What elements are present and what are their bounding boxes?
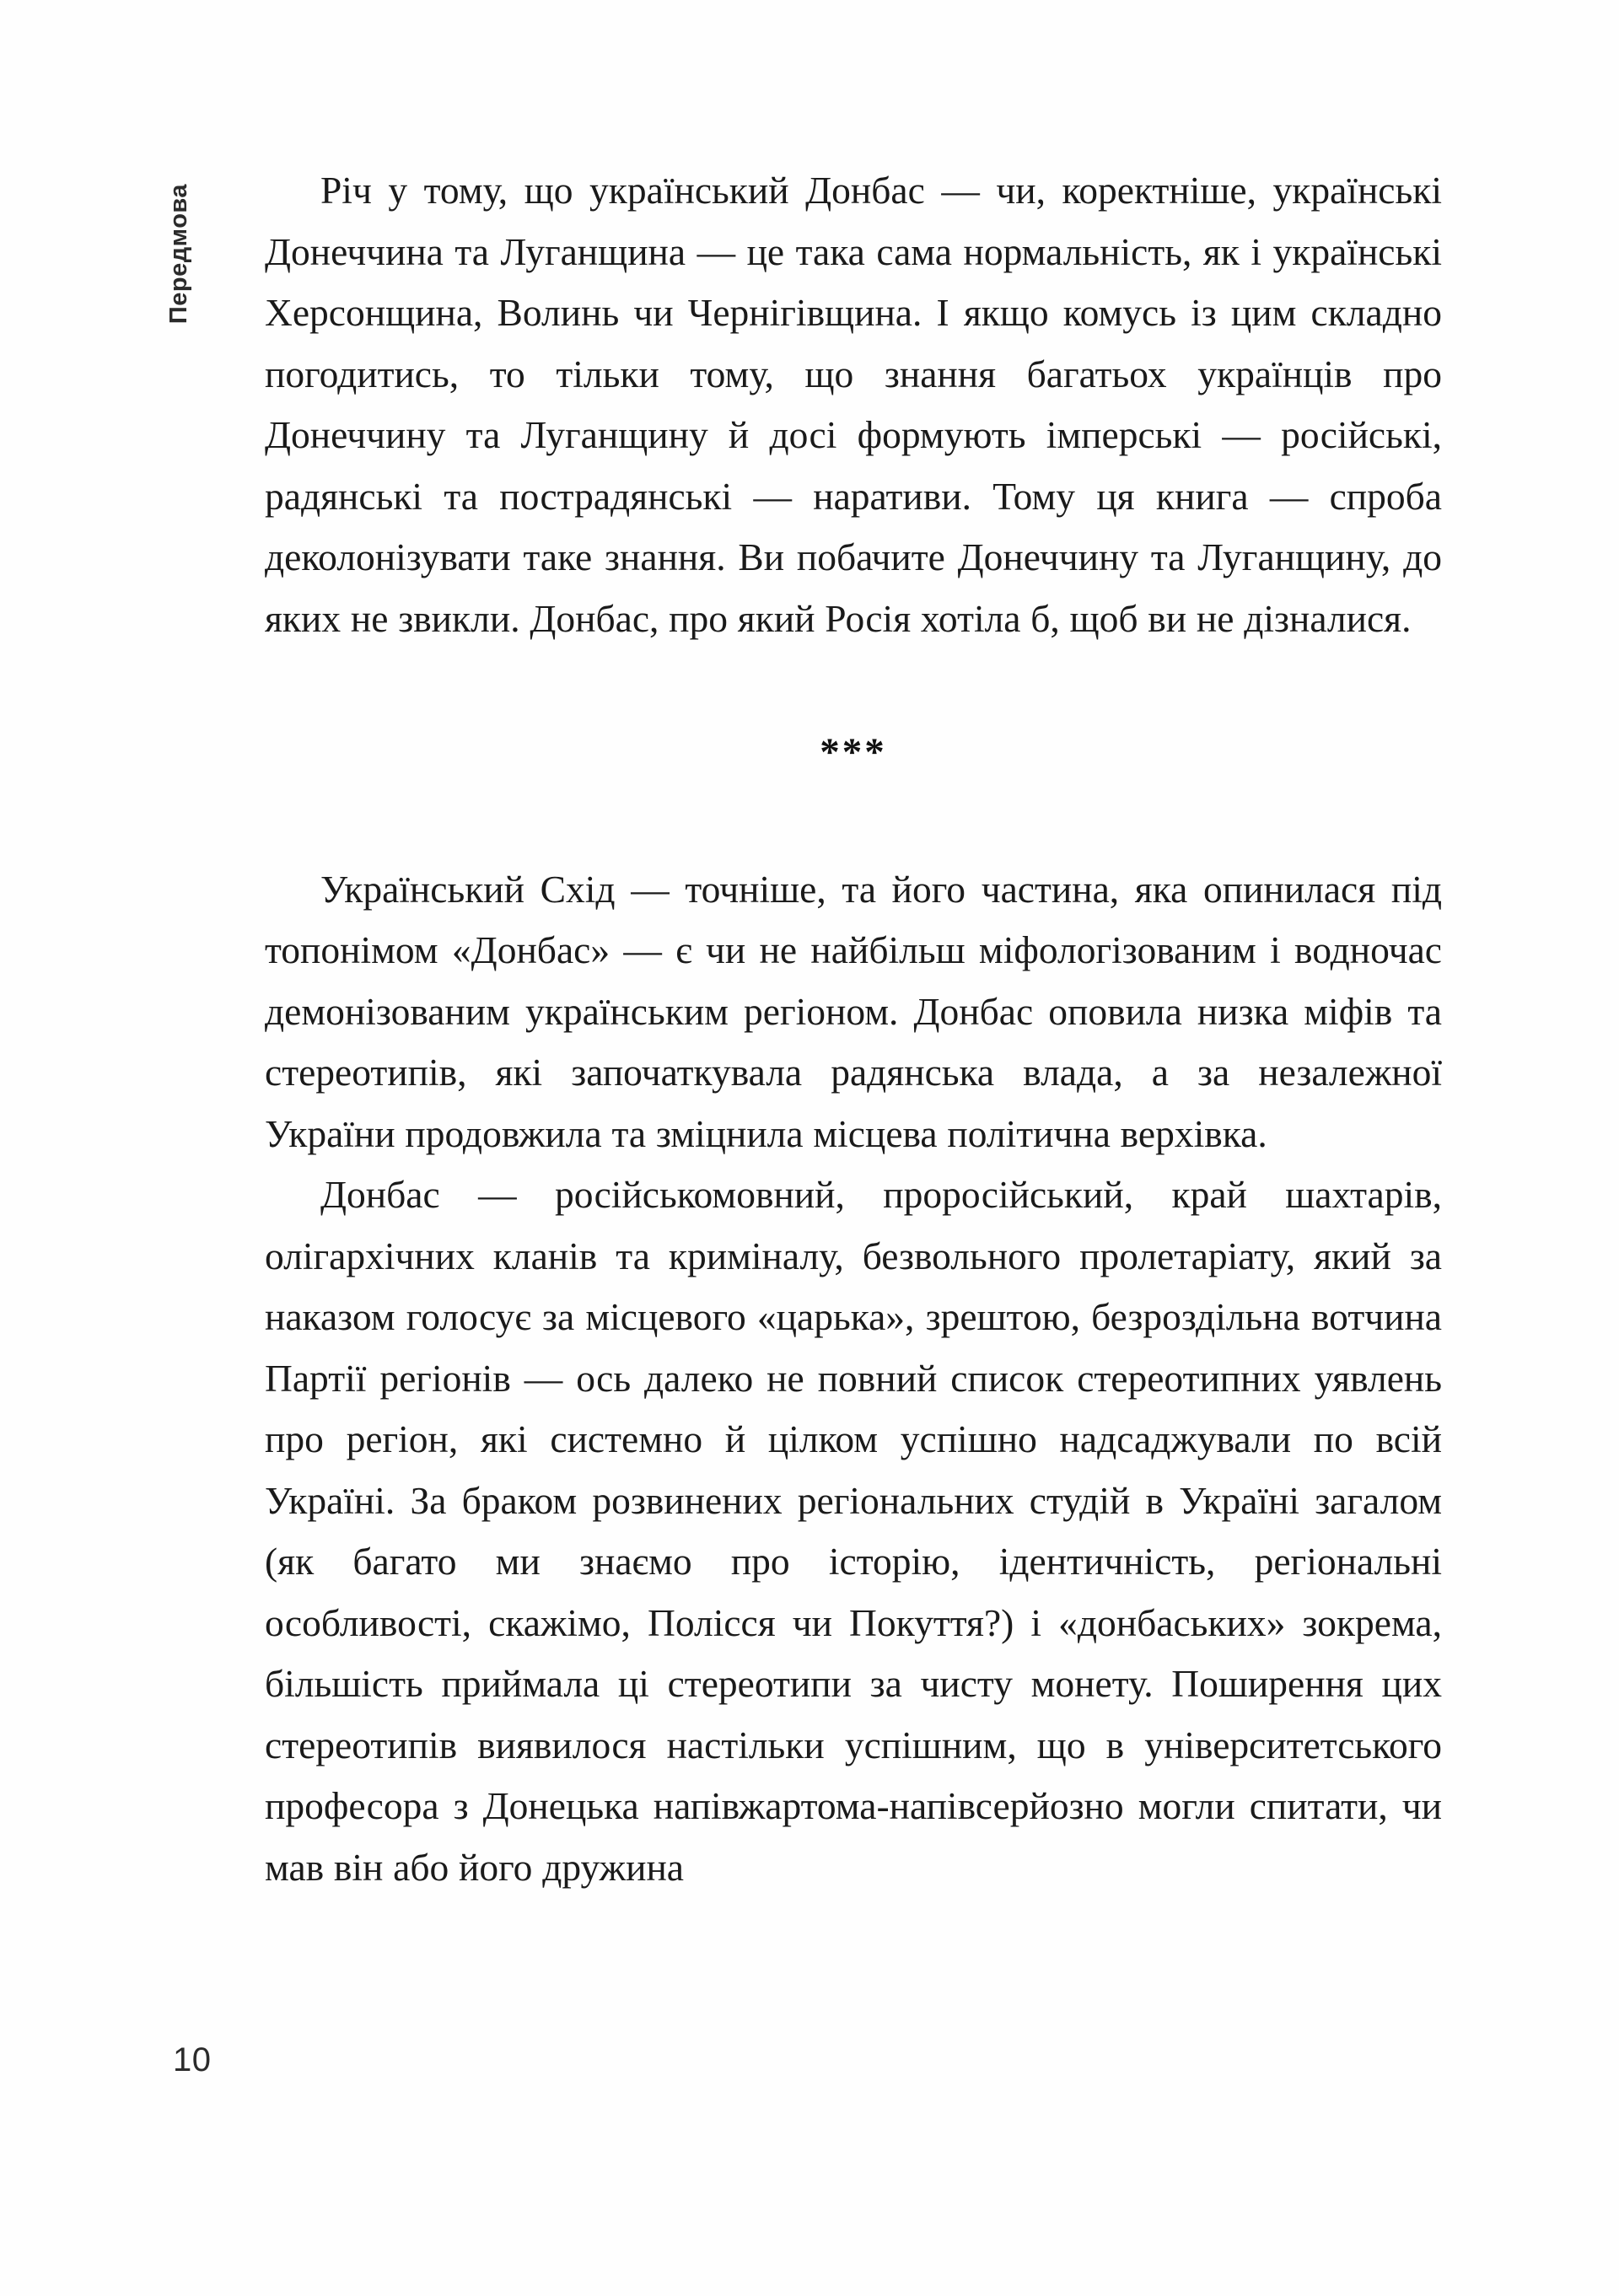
body-paragraph: Річ у тому, що український Донбас — чи, коректніше, українські Донеччина та Луганщина — це така сама нормальність, як і українські Херсонщина, Волинь чи Чернігівщина. І якщо комусь із цим складно погодитись, то тільки тому, що знання багатьох українців про Донеччину та Луганщину й досі формують імперські — російські, радянські та пострадянські — наративи. Тому ця книга — спроба деколонізувати таке знання. Ви побачите Донеччину та Луганщину, до яких не звикли. Донбас, про який Росія хотіла б, щоб ви не дізналися. (265, 169, 1442, 640)
running-head-chapter-label: Передмова (165, 184, 192, 325)
text-column (265, 160, 1442, 1898)
scene-break-asterisks: *** (820, 730, 887, 774)
body-paragraph: Донбас — російськомовний, проросійський, край шахтарів, олігархічних кланів та криміналу, безвольного пролетаріату, який за наказом голосує за місцевого «царька», зрештою, безроздільна вотчина Партії регіонів — ось далеко не повний список стереотипних уявлень про регіон, які системно й цілком успішно надсаджували по всій Україні. За браком розвинених регіональних студій в Україні загалом (як багато ми знаємо про історію, ідентичність, регіональні особливості, скажімо, Полісся чи Покуття?) і «донбаських» зокрема, більшість приймала ці стереотипи за чисту монету. Поширення цих стереотипів виявилося настільки успішним, що в університетського професора з Донецька напівжартома-напівсерйозно могли спитати, чи мав він або його дружина (265, 1173, 1442, 1889)
body-paragraph: Український Схід — точніше, та його частина, яка опинилася під топонімом «Донбас» — є чи не найбільш міфологізованим і водночас демонізованим українським регіоном. Донбас оповила низка міфів та стереотипів, які започаткувала радянська влада, а за незалежної України продовжила та зміцнила місцева політична верхівка. (265, 867, 1442, 1155)
page-number: 10 (173, 2041, 212, 2078)
